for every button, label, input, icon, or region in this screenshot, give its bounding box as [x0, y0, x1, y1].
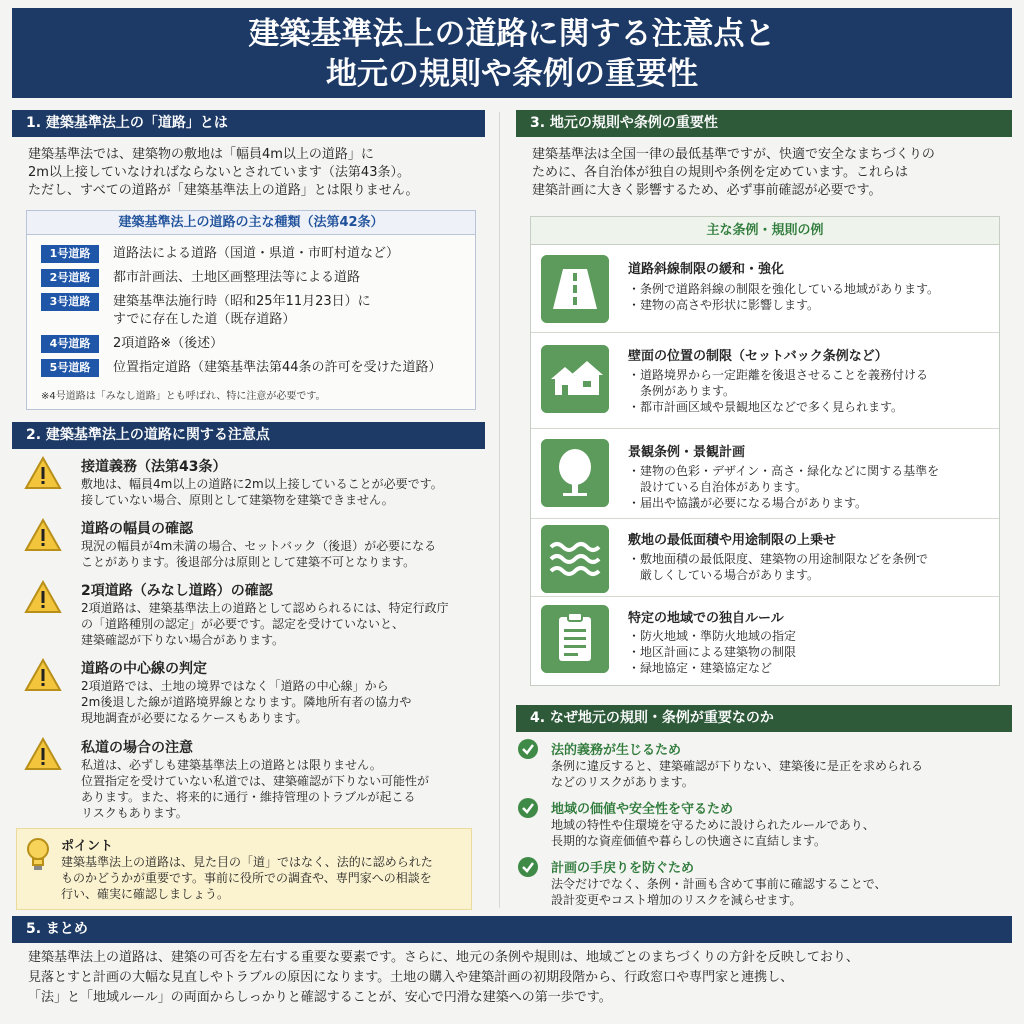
rule-bullet: ・建物の高さや形状に影響します。 [628, 298, 820, 312]
caution-body: 敷地は、幅員4m以上の道路に2m以上接していることが必要です。 接していない場合、原則として建築物を建築できません。 [81, 477, 443, 507]
section3-line: ために、各自治体が独自の規則や条例を定めています。これらは [532, 165, 908, 180]
road-type-badge: 1号道路 [41, 245, 99, 263]
summary-text: 建築基準法上の道路は、建築の可否を左右する重要な要素です。さらに、地元の条例や規則は、地域ごとのまちづくりの方針を反映しており、 見落とすと計画の大幅な見直しやトラブルの原因になります。土地の購入や建築計画の初期段階から、行政窓口や専門家と連携し、 「法」と「地域ルール」の両面からしっかりと確認することが、安心で円滑な建築への第一歩です。 [28, 950, 859, 1005]
caution-title: 道路の幅員の確認 [81, 521, 193, 537]
section1-line: ただし、すべての道路が「建築基準法上の道路」とは限りません。 [28, 183, 419, 198]
section3-intro [532, 146, 1012, 200]
point-box [16, 828, 472, 910]
reason-body: 法令だけでなく、条例・計画も含めて事前に確認することで、 設計変更やコスト増加のリスクを減らせます。 [551, 877, 887, 907]
rule-title: 景観条例・景観計画 [628, 445, 746, 460]
rule-row [531, 519, 999, 597]
rule-bullet: ・防火地域・準防火地域の指定 [628, 629, 797, 643]
column-divider [499, 112, 500, 908]
rule-bullet: ・緑地協定・建築協定など [628, 661, 773, 675]
page-title-line1: 建築基準法上の道路に関する注意点と [248, 16, 776, 52]
clipboard-icon [541, 605, 609, 673]
section1-line: 2m以上接していなければならないとされています（法第43条）。 [28, 165, 410, 180]
caution-title: 接道義務（法第43条） [81, 459, 227, 475]
rule-bullet: ・都市計画区域や景観地区などで多く見られます。 [628, 400, 904, 414]
section2-heading: 2. 建築基準法上の道路に関する注意点 [12, 422, 485, 449]
rule-bullets [628, 551, 988, 583]
road-type-row [41, 293, 463, 329]
road-types-box [26, 210, 476, 410]
section3-line: 建築計画に大きく影響するため、必ず事前確認が必要です。 [532, 183, 882, 198]
road-type-text: 位置指定道路（建築基準法第44条の許可を受けた道路） [113, 360, 442, 375]
road-type-row [41, 335, 463, 353]
rule-title: 道路斜線制限の緩和・強化 [628, 262, 785, 277]
rule-row [531, 333, 999, 429]
rule-bullet: ・建物の色彩・デザイン・高さ・緑化などに関する基準を 設けている自治体があります。 [628, 464, 940, 494]
rule-row [531, 597, 999, 685]
rules-box-title: 主な条例・規則の例 [531, 217, 999, 245]
warning-icon [24, 658, 62, 692]
section1-intro [28, 146, 488, 200]
waves-icon [541, 525, 609, 593]
rules-box [530, 216, 1000, 686]
road-type-badge: 3号道路 [41, 293, 99, 311]
road-type-row [41, 245, 463, 263]
section1-line: 建築基準法では、建築物の敷地は「幅員4m以上の道路」に [28, 147, 374, 162]
rule-title: 敷地の最低面積や用途制限の上乗せ [628, 533, 837, 548]
caution-body: 現況の幅員が4m未満の場合、セットバック（後退）が必要になる ことがあります。後退部分は原則として建築不可となります。 [81, 539, 437, 569]
rule-bullets [628, 628, 988, 676]
point-title: ポイント [61, 839, 114, 854]
warning-icon [24, 737, 62, 771]
section4-heading: 4. なぜ地元の規則・条例が重要なのか [516, 705, 1012, 732]
caution-body: 2項道路は、建築基準法上の道路として認められるには、特定行政庁 の「道路種別の認定」が必要です。認定を受けていないと、 建築確認が下りない場合があります。 [81, 601, 449, 647]
reason-title: 法的義務が生じるため [551, 743, 682, 758]
rule-bullet: ・条例で道路斜線の制限を強化している地域があります。 [628, 282, 940, 296]
rule-bullet: ・敷地面積の最低限度、建築物の用途制限などを条例で 厳しくしている場合があります。 [628, 552, 929, 582]
road-icon [541, 255, 609, 323]
rule-bullets [628, 463, 988, 511]
page-title-line2: 地元の規則や条例の重要性 [326, 56, 698, 92]
reason-title: 地域の価値や安全性を守るため [551, 802, 734, 817]
road-type-badge: 5号道路 [41, 359, 99, 377]
rule-row [531, 245, 999, 333]
road-types-note: ※4号道路は「みなし道路」とも呼ばれ、特に注意が必要です。 [41, 391, 326, 402]
reason-body: 地域の特性や住環境を守るために設けられたルールであり、 長期的な資産価値や暮らしの快適さに直結します。 [551, 818, 875, 848]
rule-bullet: ・地区計画による建築物の制限 [628, 645, 797, 659]
section1-heading: 1. 建築基準法上の「道路」とは [12, 110, 485, 137]
warning-icon [24, 456, 62, 490]
caution-title: 道路の中心線の判定 [81, 661, 207, 677]
rule-title: 特定の地域での独自ルール [628, 611, 784, 626]
reason-body: 条例に違反すると、建築確認が下りない、建築後に是正を求められる などのリスクがあります。 [551, 759, 924, 789]
lightbulb-icon [25, 837, 51, 873]
road-type-text: 都市計画法、土地区画整理法等による道路 [113, 270, 361, 285]
warning-icon [24, 580, 62, 614]
caution-body: 私道は、必ずしも建築基準法上の道路とは限りません。 位置指定を受けていない私道では、建築確認が下りない可能性が あります。また、将来的に通行・維持管理のトラブルが起こる リスクもあります。 [81, 758, 430, 820]
road-type-row [41, 269, 463, 287]
caution-title: 私道の場合の注意 [81, 740, 193, 756]
road-types-title: 建築基準法上の道路の主な種類（法第42条） [27, 211, 475, 235]
rule-bullets [628, 281, 988, 313]
rule-bullet: ・届出や協議が必要になる場合があります。 [628, 496, 868, 510]
rule-title: 壁面の位置の制限（セットバック条例など） [628, 349, 888, 364]
houses-icon [541, 345, 609, 413]
warning-icon [24, 518, 62, 552]
caution-title: 2項道路（みなし道路）の確認 [81, 583, 273, 599]
road-type-row [41, 359, 463, 377]
point-body: 建築基準法上の道路は、見た目の「道」ではなく、法的に認められた ものかどうかが重要です。事前に役所での調査や、専門家への相談を 行い、確実に確認しましょう。 [61, 855, 433, 901]
section3-line: 建築基準法は全国一律の最低基準ですが、快適で安全なまちづくりの [532, 147, 935, 162]
road-type-badge: 4号道路 [41, 335, 99, 353]
road-type-text: 2項道路※（後述） [113, 336, 224, 351]
caution-body: 2項道路では、土地の境界ではなく「道路の中心線」から 2m後退した線が道路境界線となります。隣地所有者の協力や 現地調査が必要になるケースもあります。 [81, 679, 412, 725]
check-circle-icon [518, 798, 538, 818]
road-type-badge: 2号道路 [41, 269, 99, 287]
check-circle-icon [518, 857, 538, 877]
check-circle-icon [518, 739, 538, 759]
road-type-text: 道路法による道路（国道・県道・市町村道など） [113, 246, 400, 261]
rule-bullets [628, 367, 988, 415]
section3-heading: 3. 地元の規則や条例の重要性 [516, 110, 1012, 137]
road-type-text: 建築基準法施行時（昭和25年11月23日）に すでに存在した道（既存道路） [113, 294, 371, 327]
rule-bullet: ・道路境界から一定距離を後退させることを義務付ける 条例があります。 [628, 368, 929, 398]
section5-heading: 5. まとめ [12, 916, 1012, 943]
page-header [12, 8, 1012, 98]
rule-row [531, 429, 999, 519]
reason-title: 計画の手戻りを防ぐため [551, 861, 695, 876]
tree-icon [541, 439, 609, 507]
